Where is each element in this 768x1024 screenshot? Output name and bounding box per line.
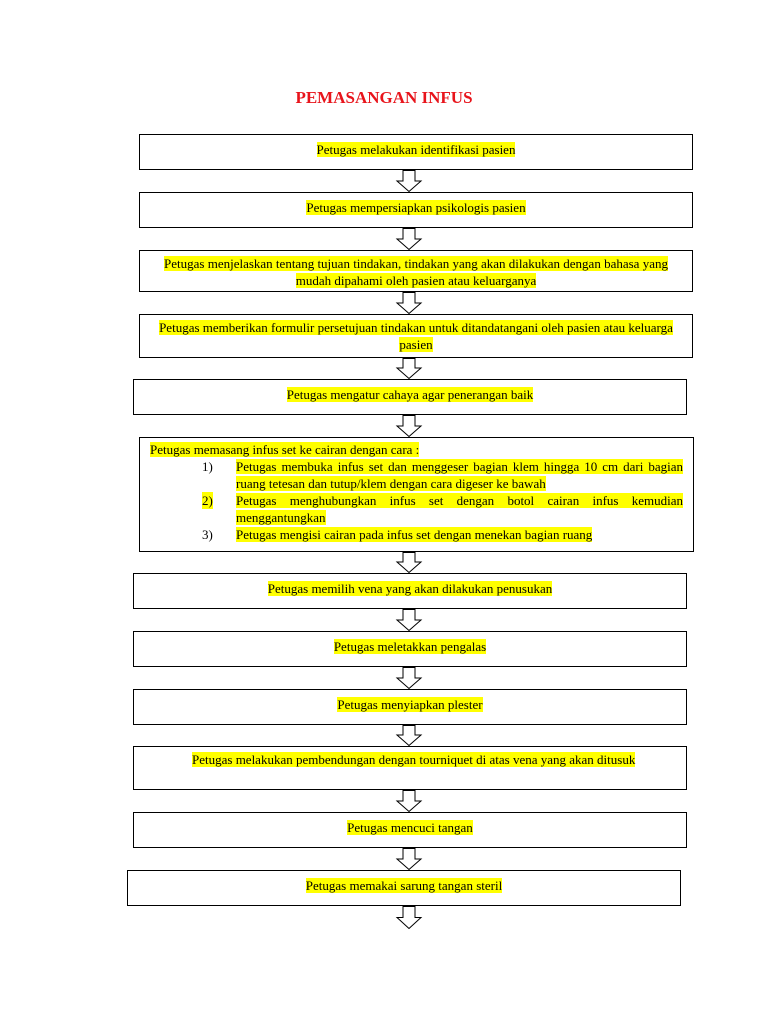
flow-step-9-text: Petugas menyiapkan plester — [337, 697, 483, 712]
flow-step-7 — [133, 573, 687, 609]
flow-step-12 — [127, 870, 681, 906]
down-arrow-icon — [395, 667, 423, 689]
down-arrow-icon — [395, 552, 423, 573]
page-title: PEMASANGAN INFUS — [295, 88, 473, 107]
substep-item-2 — [150, 492, 683, 526]
substep-number-3: 3) — [202, 527, 213, 542]
substep-item-3 — [150, 526, 683, 543]
flow-step-10 — [133, 746, 687, 790]
flow-step-2-text: Petugas mempersiapkan psikologis pasien — [306, 200, 526, 215]
flow-step-12-text: Petugas memakai sarung tangan steril — [305, 878, 503, 893]
down-arrow-icon — [395, 906, 423, 929]
substep-number-1: 1) — [202, 459, 213, 474]
flow-step-11 — [133, 812, 687, 848]
flow-step-2 — [139, 192, 693, 228]
flow-step-7-text: Petugas memilih vena yang akan dilakukan penusukan — [267, 581, 553, 596]
down-arrow-icon — [395, 790, 423, 812]
flow-step-5 — [133, 379, 687, 415]
down-arrow-icon — [395, 415, 423, 437]
flow-step-9 — [133, 689, 687, 725]
down-arrow-icon — [395, 228, 423, 250]
flow-step-3-text: Petugas menjelaskan tentang tujuan tindakan, tindakan yang akan dilakukan dengan bahasa yang mudah dipahami oleh pasien atau keluarganya — [164, 256, 668, 288]
substep-list — [150, 458, 683, 543]
flow-step-5-text: Petugas mengatur cahaya agar penerangan baik — [286, 387, 534, 402]
flow-step-1 — [139, 134, 693, 170]
down-arrow-icon — [395, 609, 423, 631]
flow-step-6-intro: Petugas memasang infus set ke cairan dengan cara : — [150, 442, 420, 457]
down-arrow-icon — [395, 848, 423, 870]
down-arrow-icon — [395, 358, 423, 379]
flow-step-8-text: Petugas meletakkan pengalas — [333, 639, 487, 654]
substep-number-2: 2) — [202, 493, 213, 508]
flow-step-8 — [133, 631, 687, 667]
down-arrow-icon — [395, 170, 423, 192]
down-arrow-icon — [395, 725, 423, 746]
substep-text-2: Petugas menghubungkan infus set dengan botol cairan infus kemudian menggantungkan — [236, 493, 683, 525]
flow-step-6 — [139, 437, 694, 552]
substep-item-1 — [150, 458, 683, 492]
flow-step-3 — [139, 250, 693, 292]
substep-text-1: Petugas membuka infus set dan menggeser bagian klem hingga 10 cm dari bagian ruang tetesan dan tutup/klem dengan cara digeser ke bawah — [236, 459, 683, 491]
flow-step-11-text: Petugas mencuci tangan — [347, 820, 473, 835]
flow-step-4 — [139, 314, 693, 358]
down-arrow-icon — [395, 292, 423, 314]
flow-step-10-text: Petugas melakukan pembendungan dengan tourniquet di atas vena yang akan ditusuk — [192, 752, 636, 767]
flow-step-1-text: Petugas melakukan identifikasi pasien — [316, 142, 516, 157]
flow-step-4-text: Petugas memberikan formulir persetujuan tindakan untuk ditandatangani oleh pasien atau keluarga pasien — [159, 320, 673, 352]
substep-text-3: Petugas mengisi cairan pada infus set dengan menekan bagian ruang — [236, 527, 593, 542]
